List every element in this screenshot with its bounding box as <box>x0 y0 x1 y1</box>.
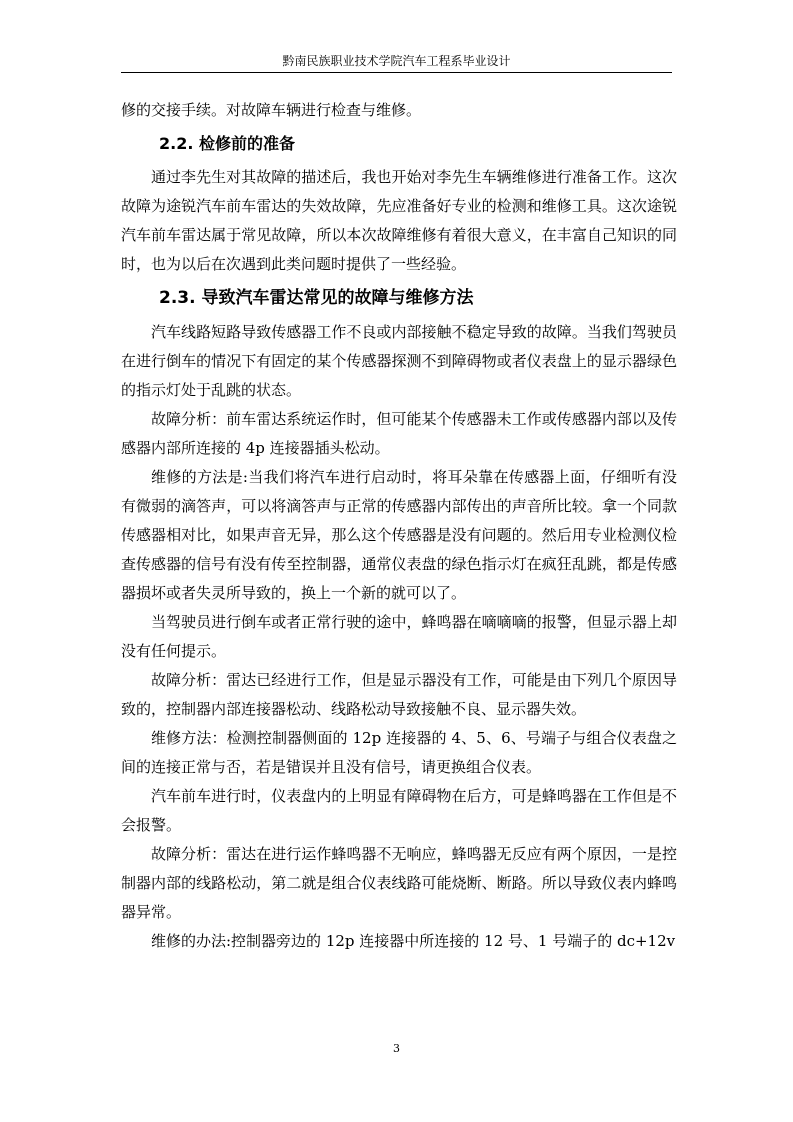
section-heading: 2.3. 导致汽车雷达常见的故障与维修方法 <box>159 288 474 308</box>
paragraph: 汽车前车进行时，仪表盘内的上明显有障碍物在后方，可是蜂鸣器在工作但是不会报警。 <box>121 787 677 834</box>
section-heading: 2.2. 检修前的准备 <box>159 134 295 153</box>
page-number: 3 <box>393 1042 400 1055</box>
paragraph: 修的交接手续。对故障车辆进行检查与维修。 <box>121 101 422 119</box>
paragraph: 维修的办法:控制器旁边的 12p 连接器中所连接的 12 号、1 号端子的 dc+12v <box>151 932 676 950</box>
paragraph: 汽车线路短路导致传感器工作不良或内部接触不稳定导致的故障。当我们驾驶员在进行倒车的情况下有固定的某个传感器探测不到障碍物或者仪表盘上的显示器绿色的指示灯处于乱跳的状态。 <box>121 323 677 399</box>
paragraph: 维修的方法是:当我们将汽车进行启动时，将耳朵靠在传感器上面，仔细听有没有微弱的滴答声，可以将滴答声与正常的传感器内部传出的声音所比较。拿一个同款传感器相对比，如果声音无异，那么这个传感器是没有问题的。然后用专业检测仪检查传感器的信号有没有传至控制器，通常仪表盘的绿色指示灯在疯狂乱跳，都是传感器损坏或者失灵所导致的，换上一个新的就可以了。 <box>121 468 677 602</box>
header-title: 黔南民族职业技术学院汽车工程系毕业设计 <box>282 54 511 68</box>
paragraph: 故障分析：雷达在进行运作蜂鸣器不无响应，蜂鸣器无反应有两个原因，一是控制器内部的线路松动，第二就是组合仪表线路可能烧断、断路。所以导致仪表内蜂鸣器异常。 <box>121 845 677 921</box>
page-header <box>121 50 672 73</box>
paragraph: 故障分析：雷达已经进行工作，但是显示器没有工作，可能是由下列几个原因导致的，控制器内部连接器松动、线路松动导致接触不良、显示器失效。 <box>121 671 677 718</box>
document-body <box>121 96 677 956</box>
paragraph: 通过李先生对其故障的描述后，我也开始对李先生车辆维修进行准备工作。这次故障为途锐汽车前车雷达的失效故障，先应准备好专业的检测和维修工具。这次途锐汽车前车雷达属于常见故障，所以本次故障维修有着很大意义，在丰富自己知识的同时，也为以后在次遇到此类问题时提供了一些经验。 <box>121 168 677 273</box>
paragraph: 维修方法：检测控制器侧面的 12p 连接器的 4、5、6、号端子与组合仪表盘之间的连接正常与否，若是错误并且没有信号，请更换组合仪表。 <box>121 729 677 776</box>
paragraph: 故障分析：前车雷达系统运作时，但可能某个传感器未工作或传感器内部以及传感器内部所连接的 4p 连接器插头松动。 <box>121 410 677 457</box>
paragraph: 当驾驶员进行倒车或者正常行驶的途中，蜂鸣器在嘀嘀嘀的报警，但显示器上却没有任何提示。 <box>121 613 677 660</box>
